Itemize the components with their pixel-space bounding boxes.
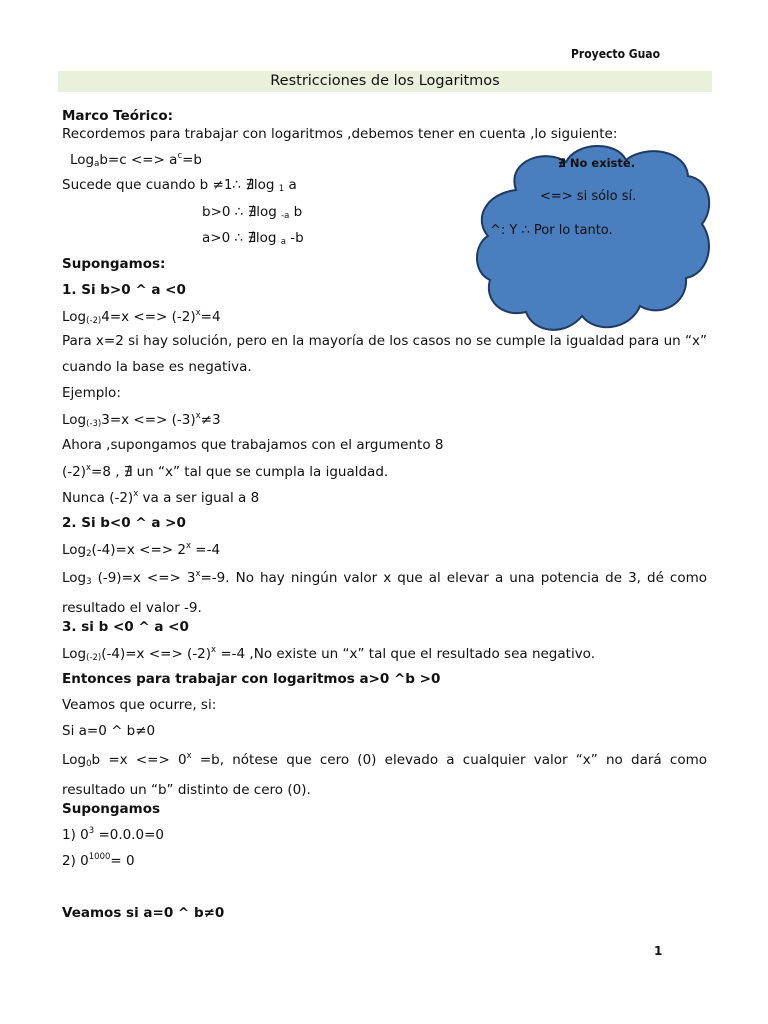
- veamos-final: Veamos si a=0 ^ b≠0: [62, 905, 225, 921]
- title-bar: [58, 71, 712, 92]
- marco-heading: Marco Teórico:: [62, 108, 173, 124]
- cloud-line-1: ∄ No existe.: [558, 156, 636, 170]
- log0-paragraph: Log$_0$b =x <=> $0^x =b$, nótese que cero (0) elevado a cualquier valor “x” no dará como resultado un “b” distinto de cero (0).: [62, 751, 707, 798]
- case3-title: 3. si b <0 ^ a <0: [62, 619, 189, 635]
- case-line-3: a>0 ∴ ∄log $_a$ -b: [202, 230, 304, 247]
- case1-paragraph: Para x=2 si hay solución, pero en la mayoría de los casos no se cumple la igualdad para un “x” cuando la base es negativa.: [62, 333, 707, 375]
- cloud-line-2: <=> si sólo sí.: [540, 189, 637, 204]
- veamos-line: Veamos que ocurre, si:: [62, 697, 217, 713]
- case1-equation: Log$_{(-2)}$4=x <=> $(-2)^x=4$: [62, 308, 221, 326]
- case2-equation-a: Log$_2$(-4)=x <=> $2^x =-4$: [62, 541, 221, 559]
- supongamos-heading-1: Supongamos:: [62, 256, 166, 272]
- supongamos-heading-2: Supongamos: [62, 801, 161, 817]
- ejemplo-label: Ejemplo:: [62, 385, 121, 401]
- argument-8-line: $(-2)^x=8$ , ∄ un “x” tal que se cumpla la igualdad.: [62, 463, 389, 480]
- ahora-line: Ahora ,supongamos que trabajamos con el argumento 8: [62, 437, 444, 453]
- page-title: Restricciones de los Logaritmos: [270, 73, 500, 89]
- item-2: 2) $0^{1000}= 0$: [62, 852, 135, 869]
- case-line-1: Sucede que cuando b ≠1∴ ∄log $_1$ a: [62, 177, 297, 194]
- nunca-line: Nunca $(-2)^x$ va a ser igual a 8: [62, 489, 260, 506]
- marco-intro: Recordemos para trabajar con logaritmos ,debemos tener en cuenta ,lo siguiente:: [62, 126, 618, 142]
- entonces-heading: Entonces para trabajar con logaritmos a>0 ^b >0: [62, 671, 441, 687]
- definition-line: Log$_a$b=c <=> $a^c=b$: [70, 151, 203, 169]
- item-1: 1) $0^3 =0.0.0=0$: [62, 826, 165, 843]
- legend-cloud: [476, 140, 714, 336]
- example-equation: Log$_{(-3)}$3=x <=> $(-3)^x\ne 3$: [62, 411, 221, 429]
- page-number: 1: [654, 944, 663, 958]
- case2-title: 2. Si b<0 ^ a >0: [62, 515, 186, 531]
- project-header: Proyecto Guao: [571, 47, 660, 61]
- case1-title: 1. Si b>0 ^ a <0: [62, 282, 186, 298]
- case2-equation-b: Log$_3$ (-9)=x <=> $3^x=-9$. No hay ningún valor x que al elevar a una potencia de 3, dé como resultado el valor -9.: [62, 569, 707, 616]
- case-line-2: b>0 ∴ ∄log $_{-a}$ b: [202, 204, 303, 221]
- case3-equation: Log$_{(-2)}$(-4)=x <=> $(-2)^x =-4$ ,No existe un “x” tal que el resultado sea negativo.: [62, 645, 595, 663]
- si-a0-line: Si a=0 ^ b≠0: [62, 723, 156, 739]
- cloud-line-3: ^: Y ∴ Por lo tanto.: [490, 223, 613, 238]
